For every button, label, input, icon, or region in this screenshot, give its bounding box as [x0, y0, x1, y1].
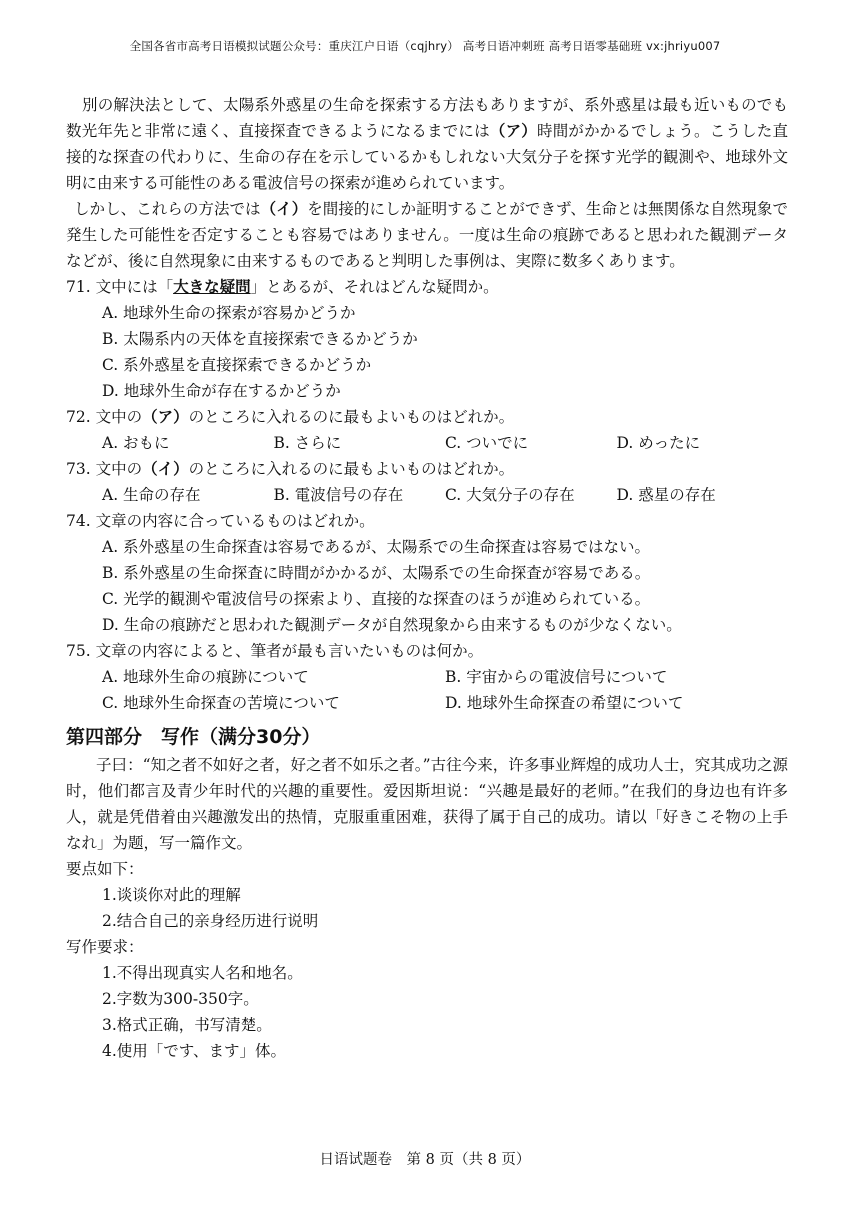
- option-72-c[interactable]: C. ついでに: [445, 434, 529, 452]
- option-73-c[interactable]: C. 大気分子の存在: [445, 486, 575, 504]
- option-73-a[interactable]: A. 生命の存在: [102, 486, 201, 504]
- blank-i-marker: （イ）: [260, 200, 308, 218]
- exam-content: [66, 92, 788, 1064]
- passage-text: 別の解決法として、太陽系外惑星の生命を探索する方法もありますが、系外惑星は最も近いものでも数光年先と非常に遠く、直接探査できるようになるまでには: [66, 96, 788, 140]
- question-75: 75. 文章の内容によると、筆者が最も言いたいものは何か。: [66, 642, 484, 660]
- option-72-b[interactable]: B. さらに: [273, 434, 342, 452]
- question-text: 72. 文中の: [66, 408, 143, 426]
- blank-marker: （ア）: [142, 408, 189, 426]
- option-74-c[interactable]: C. 光学的観測や電波信号の探索より、直接的な探査のほうが進められている。: [102, 590, 651, 608]
- passage-text: しかし、これらの方法では: [74, 200, 261, 218]
- option-71-c[interactable]: C. 系外惑星を直接探索できるかどうか: [102, 356, 372, 374]
- option-71-d[interactable]: D. 地球外生命が存在するかどうか: [102, 382, 341, 400]
- requirement-item: 3.格式正确，书写清楚。: [102, 1016, 272, 1034]
- page-header: 全国各省市高考日语模拟试题公众号：重庆江户日语（cqjhry） 高考日语冲刺班 高考日语零基础班 vx:jhriyu007: [129, 39, 721, 53]
- blank-marker: （イ）: [142, 460, 189, 478]
- passage-text: 時間がかかるでしょう。こうした直接的な探査の代わりに、生命の存在を示しているかもしれない大気分子を探す光学的観測や、地球外文明に由来する可能性のある電波信号の探索が進められています。: [66, 122, 788, 192]
- requirement-item: 4.使用「です、ます」体。: [102, 1042, 287, 1060]
- writing-prompt: 子曰：“知之者不如好之者，好之者不如乐之者。”古往今来，许多事业辉煌的成功人士，究其成功之源时，他们都言及青少年时代的兴趣的重要性。爱因斯坦说：“兴趣是最好的老师。”在我们的身边也有许多人，就是凭借着由兴趣激发出的热情，克服重重困难，获得了属于自己的成功。请以「好きこそ物の上手なれ」为题，写一篇作文。: [66, 756, 788, 852]
- requirement-item: 1.不得出现真实人名和地名。: [102, 964, 303, 982]
- blank-a-marker: （ア）: [489, 122, 537, 140]
- question-71: [66, 274, 788, 300]
- option-75-b[interactable]: B. 宇宙からの電波信号について: [445, 668, 668, 686]
- passage-paragraph-2: [66, 196, 788, 274]
- option-75-a[interactable]: A. 地球外生命の痕跡について: [102, 668, 309, 686]
- option-75-c[interactable]: C. 地球外生命探査の苦境について: [102, 694, 340, 712]
- question-text: 71. 文中には「: [66, 278, 174, 296]
- option-73-d[interactable]: D. 惑星の存在: [616, 486, 716, 504]
- option-74-a[interactable]: A. 系外惑星の生命探査は容易であるが、太陽系での生命探査は容易ではない。: [102, 538, 651, 556]
- options-72: [102, 430, 788, 456]
- page-footer: 日语试题卷 第 8 页（共 8 页）: [319, 1152, 531, 1168]
- passage-paragraph-1: [66, 92, 788, 196]
- option-72-d[interactable]: D. めったに: [616, 434, 701, 452]
- points-label: 要点如下：: [66, 860, 144, 878]
- question-text: 」とあるが、それはどんな疑問か。: [250, 278, 499, 296]
- option-71-b[interactable]: B. 太陽系内の天体を直接探索できるかどうか: [102, 330, 418, 348]
- option-71-a[interactable]: A. 地球外生命の探索が容易かどうか: [102, 304, 356, 322]
- options-75-row-1: [102, 664, 788, 690]
- options-73: [102, 482, 788, 508]
- question-74: 74. 文章の内容に合っているものはどれか。: [66, 512, 375, 530]
- requirements-label: 写作要求：: [66, 938, 144, 956]
- option-73-b[interactable]: B. 電波信号の存在: [273, 486, 404, 504]
- option-74-d[interactable]: D. 生命の痕跡だと思われた観測データが自然現象から由来するものが少なくない。: [102, 616, 682, 634]
- point-item: 1.谈谈你对此的理解: [102, 886, 241, 904]
- option-72-a[interactable]: A. おもに: [102, 434, 170, 452]
- passage-text: を間接的にしか証明することができず、生命とは無関係な自然現象で発生した可能性を否定することも容易ではありません。一度は生命の痕跡であると思われた観測データなどが、後に自然現象に由来するものであると判明した事例は、実際に数多くあります。: [66, 200, 788, 270]
- question-text: のところに入れるのに最もよいものはどれか。: [188, 408, 515, 426]
- question-text: 73. 文中の: [66, 460, 143, 478]
- question-73: [66, 456, 788, 482]
- highlighted-phrase: 大きな疑問: [173, 277, 251, 296]
- option-75-d[interactable]: D. 地球外生命探査の希望について: [445, 694, 684, 712]
- question-text: のところに入れるのに最もよいものはどれか。: [188, 460, 515, 478]
- section-title: 第四部分 写作（满分30分）: [66, 726, 321, 748]
- options-75-row-2: [102, 690, 788, 716]
- option-74-b[interactable]: B. 系外惑星の生命探査に時間がかかるが、太陽系での生命探査が容易である。: [102, 564, 651, 582]
- requirement-item: 2.字数为300-350字。: [102, 990, 259, 1008]
- point-item: 2.结合自己的亲身经历进行说明: [102, 912, 319, 930]
- question-72: [66, 404, 788, 430]
